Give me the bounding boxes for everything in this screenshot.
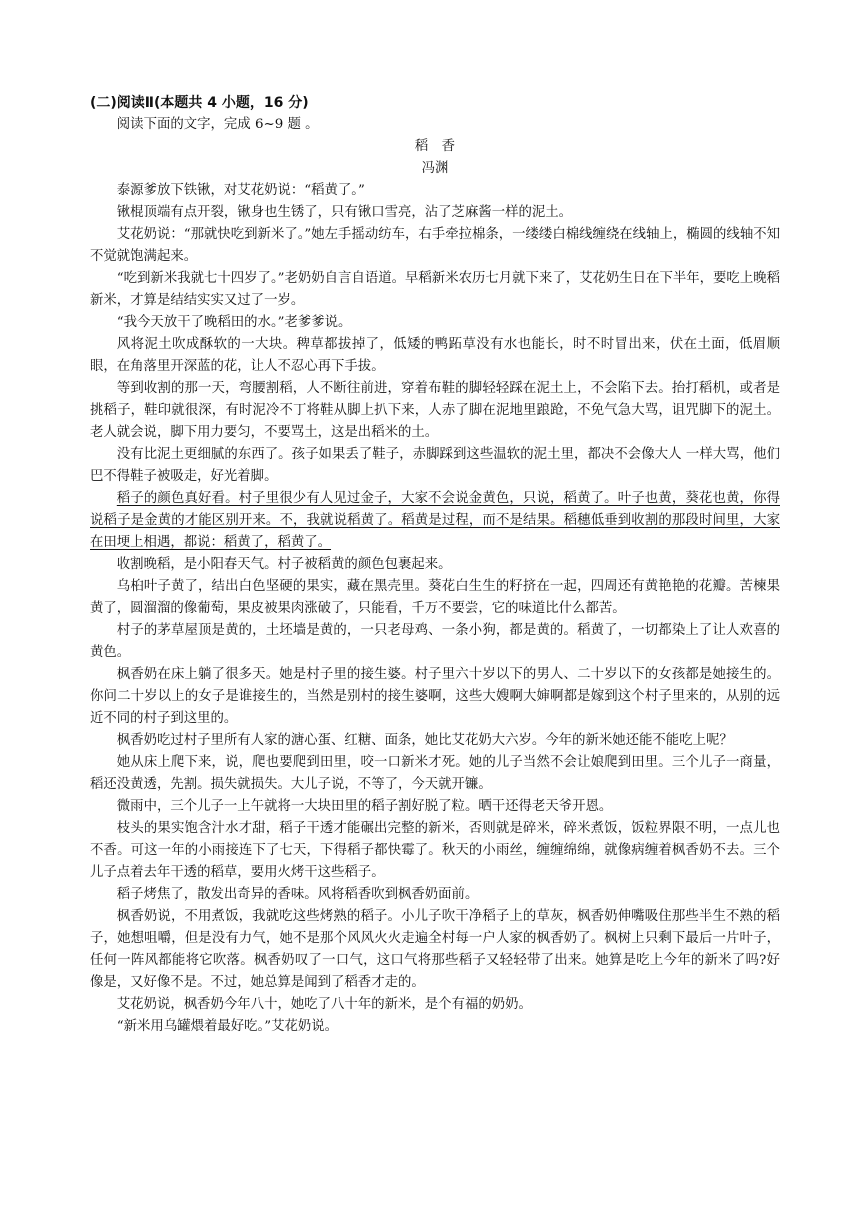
section-instruction: 阅读下面的文字，完成 6~9 题 。	[116, 117, 319, 132]
article-author: 冯渊	[421, 161, 449, 176]
paragraph: 艾花奶说，枫香奶今年八十，她吃了八十年的新米，是个有福的奶奶。	[116, 997, 532, 1012]
paragraph: 乌桕叶子黄了，结出白色坚硬的果实，藏在黑壳里。葵花白生生的籽挤在一起，四周还有黄艳艳的花瓣。苦楝果黄了，圆溜溜的像葡萄，果皮被果肉涨破了，只能看，千万不要尝，它的味道比什么都苦。	[90, 579, 780, 616]
article-title: 稻 香	[414, 139, 456, 154]
paragraph: 枫香奶说，不用煮饭，我就吃这些烤熟的稻子。小儿子吹干净稻子上的草灰，枫香奶伸嘴吸住那些半生不熟的稻子，她想咀嚼，但是没有力气，她不是那个风风火火走遍全村每一户人家的枫香奶了。枫树上只剩下最后一片叶子，任何一阵风都能将它吹落。枫香奶叹了一口气，这口气将那些稻子又轻轻带了出来。她算是吃上今年的新米了吗?好像是，又好像不是。不过，她总算是闻到了稻香才走的。	[90, 909, 780, 990]
paragraph: 没有比泥土更细腻的东西了。孩子如果丢了鞋子，赤脚踩到这些温软的泥土里，都决不会像大人 一样大骂，他们巴不得鞋子被吸走，好光着脚。	[90, 447, 780, 484]
paragraph: “我今天放干了晚稻田的水。”老爹爹说。	[116, 315, 352, 330]
paragraph: 泰源爹放下铁锹，对艾花奶说：“稻黄了。”	[116, 183, 365, 198]
paragraph: 等到收割的那一天，弯腰割稻，人不断往前进，穿着布鞋的脚轻轻踩在泥土上，不会陷下去。抬打稻机，或者是挑稻子，鞋印就很深，有时泥冷不丁将鞋从脚上扒下来，人赤了脚在泥地里踉跄，不免气急大骂，诅咒脚下的泥土。老人就会说，脚下用力要匀，不要骂土，这是出稻米的土。	[90, 381, 780, 440]
paragraph: “新米用乌罐煨着最好吃。”艾花奶说。	[116, 1019, 339, 1034]
section-title: (二)阅读Ⅱ(本题共 4 小题，16 分)	[90, 95, 309, 111]
paragraph: 锹棍顶端有点开裂，锹身也生锈了，只有锹口雪亮，沾了芝麻酱一样的泥土。	[116, 205, 573, 220]
paragraph: 收割晚稻，是小阳春天气。村子被稻黄的颜色包裹起来。	[116, 557, 452, 572]
reading-section	[90, 92, 780, 1038]
paragraph: 微雨中，三个儿子一上午就将一大块田里的稻子割好脱了粒。晒干还得老天爷开恩。	[116, 799, 613, 814]
paragraph: 枝头的果实饱含汁水才甜，稻子干透才能碾出完整的新米，否则就是碎米，碎米煮饭，饭粒界限不明，一点儿也不香。可这一年的小雨接连下了七天，下得稻子都快霉了。秋天的小雨丝，缠缠绵绵，就像病缠着枫香奶不去。三个儿子点着去年干透的稻草，要用火烤干这些稻子。	[90, 821, 780, 880]
paragraph: 风将泥土吹成酥软的一大块。稗草都拔掉了，低矮的鸭跖草没有水也能长，时不时冒出来，伏在土面，低眉顺眼，在角落里开深蓝的花，让人不忍心再下手拔。	[90, 337, 780, 374]
paragraph: 她从床上爬下来，说，爬也要爬到田里，咬一口新米才死。她的儿子当然不会让娘爬到田里。三个儿子一商量，稻还没黄透，先割。损失就损失。大儿子说，不等了，今天就开镰。	[90, 755, 780, 792]
paragraph: 枫香奶在床上躺了很多天。她是村子里的接生婆。村子里六十岁以下的男人、二十岁以下的女孩都是她接生的。你问二十岁以上的女子是谁接生的，当然是别村的接生婆啊，这些大嫂啊大婶啊都是嫁到这个村子里来的，从别的远近不同的村子到这里的。	[90, 667, 780, 726]
paragraph: 枫香奶吃过村子里所有人家的溏心蛋、红糖、面条，她比艾花奶大六岁。今年的新米她还能不能吃上呢？	[116, 733, 733, 748]
paragraph: “吃到新米我就七十四岁了。”老奶奶自言自语道。早稻新米农历七月就下来了，艾花奶生日在下半年，要吃上晚稻新米，才算是结结实实又过了一岁。	[90, 271, 780, 308]
paragraph: 村子的茅草屋顶是黄的，土坯墙是黄的，一只老母鸡、一条小狗，都是黄的。稻黄了，一切都染上了让人欢喜的黄色。	[90, 623, 780, 660]
paragraph: 稻子烤焦了，散发出奇异的香味。风将稻香吹到枫香奶面前。	[116, 887, 479, 902]
paragraph: 艾花奶说：“那就快吃到新米了。”她左手摇动纺车，右手牵拉棉条，一缕缕白棉线缠绕在线轴上，椭圆的线轴不知不觉就饱满起来。	[90, 227, 780, 264]
underlined-paragraph: 稻子的颜色真好看。村子里很少有人见过金子，大家不会说金黄色，只说，稻黄了。叶子也黄，葵花也黄，你得说稻子是金黄的才能区别开来。不，我就说稻黄了。稻黄是过程，而不是结果。稻穗低垂到收割的那段时间里，大家在田埂上相遇，都说：稻黄了，稻黄了。	[90, 491, 780, 550]
